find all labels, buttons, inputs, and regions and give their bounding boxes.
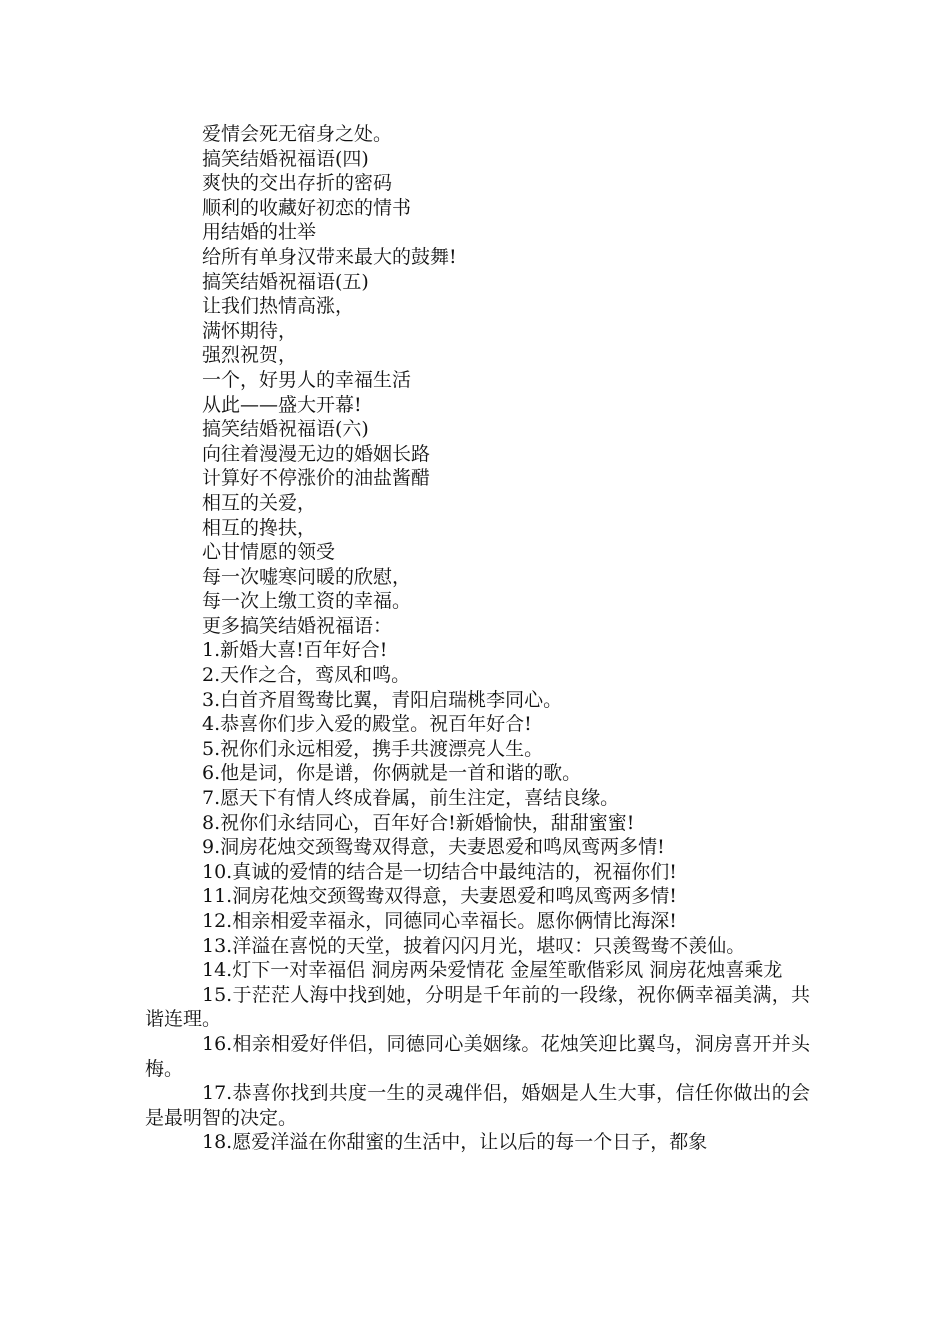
text-line: 每一次嘘寒问暖的欣慰， bbox=[202, 565, 412, 588]
text-line: 12.相亲相爱幸福永，同德同心幸福长。愿你俩情比海深! bbox=[202, 910, 677, 932]
document-body bbox=[145, 122, 810, 1155]
text-line: 搞笑结婚祝福语(四) bbox=[202, 147, 369, 170]
text-line: 更多搞笑结婚祝福语： bbox=[202, 614, 393, 637]
text-line: 向往着漫漫无边的婚姻长路 bbox=[202, 442, 431, 465]
text-paragraph: 14.灯下一对幸福侣 洞房两朵爱情花 金屋笙歌偕彩凤 洞房花烛喜乘龙 bbox=[202, 959, 783, 982]
text-line: 相互的搀扶， bbox=[202, 516, 317, 539]
text-line: 搞笑结婚祝福语(五) bbox=[202, 270, 369, 293]
text-paragraph: 16.相亲相爱好伴侣，同德同心美姻缘。花烛笑迎比翼鸟，洞房喜开并头梅。 bbox=[145, 1032, 810, 1080]
text-line: 用结婚的壮举 bbox=[202, 221, 317, 244]
text-line: 9.洞房花烛交颈鸳鸯双得意，夫妻恩爱和鸣凤鸾两多情! bbox=[202, 836, 665, 859]
text-line: 7.愿天下有情人终成眷属，前生注定，喜结良缘。 bbox=[202, 787, 620, 810]
text-line: 8.祝你们永结同心，百年好合!新婚愉快，甜甜蜜蜜! bbox=[202, 811, 635, 834]
text-line: 6.他是词，你是谱，你俩就是一首和谐的歌。 bbox=[202, 762, 582, 785]
text-line: 计算好不停涨价的油盐酱醋 bbox=[202, 467, 431, 490]
text-line: 4.恭喜你们步入爱的殿堂。祝百年好合! bbox=[202, 713, 532, 736]
text-line: 爽快的交出存折的密码 bbox=[202, 172, 393, 195]
text-line: 一个，好男人的幸福生活 bbox=[202, 368, 412, 391]
text-line: 从此——盛大开幕! bbox=[202, 393, 362, 416]
text-line: 10.真诚的爱情的结合是一切结合中最纯洁的，祝福你们! bbox=[202, 860, 677, 883]
text-line: 强烈祝贺， bbox=[202, 344, 298, 367]
text-line: 满怀期待， bbox=[202, 319, 298, 342]
text-line: 相互的关爱， bbox=[202, 491, 317, 514]
wrapped-paragraphs-section bbox=[145, 934, 810, 1155]
text-paragraph: 15.于茫茫人海中找到她，分明是千年前的一段缘，祝你俩幸福美满，共谐连理。 bbox=[145, 983, 810, 1031]
text-line: 5.祝你们永远相爱，携手共渡漂亮人生。 bbox=[202, 737, 544, 760]
text-line: 让我们热情高涨， bbox=[202, 295, 355, 318]
text-line: 3.白首齐眉鸳鸯比翼，青阳启瑞桃李同心。 bbox=[202, 688, 563, 711]
text-line: 11.洞房花烛交颈鸳鸯双得意，夫妻恩爱和鸣凤鸾两多情! bbox=[202, 885, 677, 908]
text-paragraph: 18.愿爱洋溢在你甜蜜的生活中，让以后的每一个日子，都象 bbox=[202, 1131, 708, 1154]
text-line: 给所有单身汉带来最大的鼓舞! bbox=[202, 245, 457, 268]
text-line: 搞笑结婚祝福语(六) bbox=[202, 418, 369, 441]
text-paragraph: 13.洋溢在喜悦的天堂，披着闪闪月光，堪叹：只羡鸳鸯不羡仙。 bbox=[202, 934, 746, 957]
text-line: 心甘情愿的领受 bbox=[202, 541, 336, 564]
short-lines-section bbox=[145, 122, 810, 934]
text-line: 顺利的收藏好初恋的情书 bbox=[202, 196, 412, 219]
text-paragraph: 17.恭喜你找到共度一生的灵魂伴侣，婚姻是人生大事，信任你做出的会是最明智的决定。 bbox=[145, 1082, 810, 1129]
text-line: 爱情会死无宿身之处。 bbox=[202, 123, 393, 145]
text-line: 每一次上缴工资的幸福。 bbox=[202, 590, 412, 613]
text-line: 2.天作之合，鸾凤和鸣。 bbox=[202, 664, 411, 687]
text-line: 1.新婚大喜!百年好合! bbox=[202, 639, 388, 662]
